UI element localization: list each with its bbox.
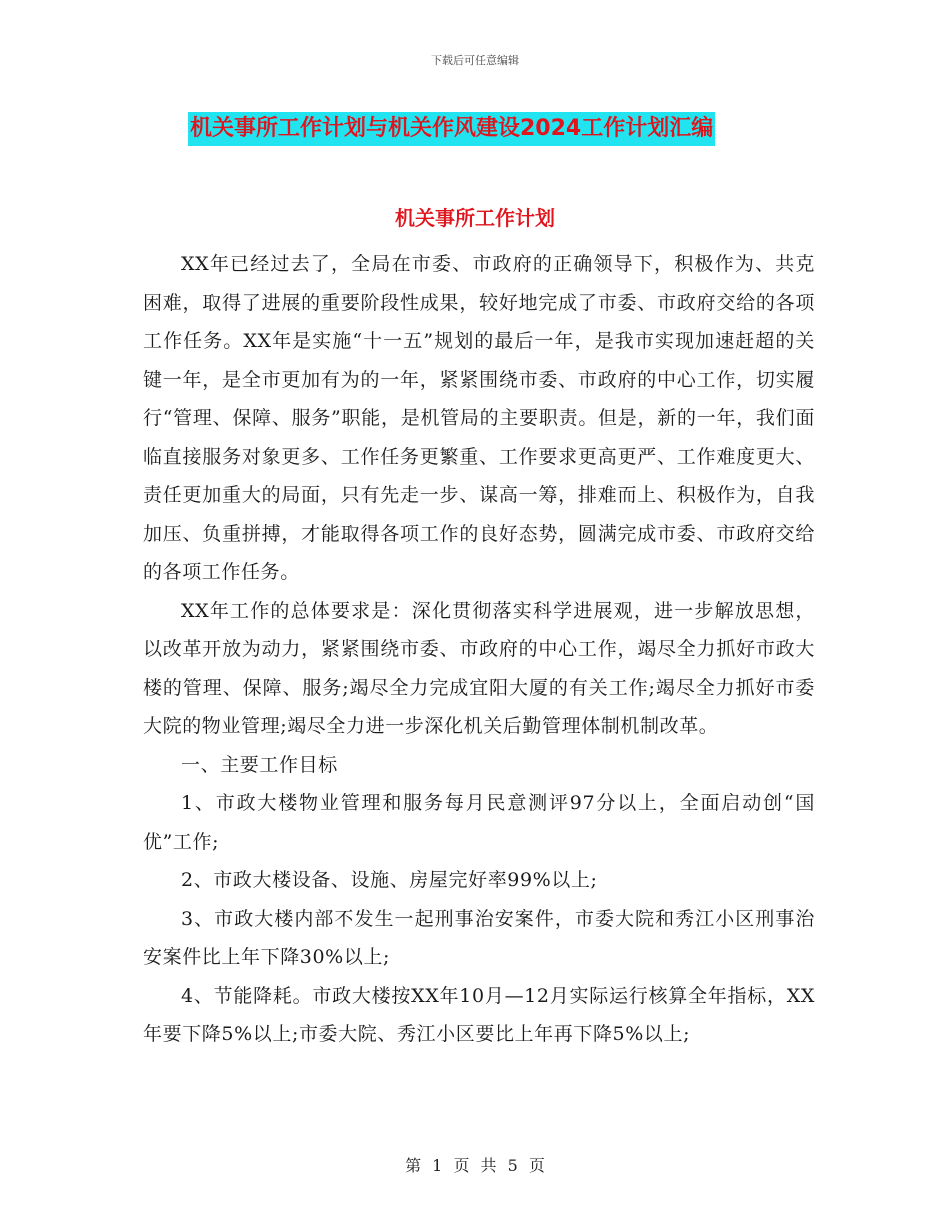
paragraph: 4、节能降耗。市政大楼按XX年10月—12月实际运行核算全年指标，XX年要下降5%以上;市委大院、秀江小区要比上年再下降5%以上; xyxy=(143,984,815,1045)
paragraph: XX年工作的总体要求是：深化贯彻落实科学进展观，进一步解放思想，以改革开放为动力，紧紧围绕市委、市政府的中心工作，竭尽全力抓好市政大楼的管理、保障、服务;竭尽全力完成宜阳大厦的有关工作;竭尽全力抓好市委大院的物业管理;竭尽全力进一步深化机关后勤管理体制机制改革。 xyxy=(143,599,815,737)
paragraph: 3、市政大楼内部不发生一起刑事治安案件，市委大院和秀江小区刑事治安案件比上年下降30%以上; xyxy=(143,907,815,968)
paragraph: 1、市政大楼物业管理和服务每月民意测评97分以上，全面启动创“国优”工作; xyxy=(143,792,815,853)
header-note: 下载后可任意编辑 xyxy=(431,54,519,67)
section-title: 机关事所工作计划 xyxy=(395,206,555,230)
document-title: 机关事所工作计划与机关作风建设2024工作计划汇编 xyxy=(188,112,715,146)
paragraph: XX年已经过去了，全局在市委、市政府的正确领导下，积极作为、共克困难，取得了进展的重要阶段性成果，较好地完成了市委、市政府交给的各项工作任务。XX年是实施“十一五”规划的最后一年，是我市实现加速赶超的关键一年，是全市更加有为的一年，紧紧围绕市委、市政府的中心工作，切实履行“管理、保障、服务”职能，是机管局的主要职责。但是，新的一年，我们面临直接服务对象更多、工作任务更繁重、工作要求更高更严、工作难度更大、责任更加重大的局面，只有先走一步、谋高一筹，排难而上、积极作为，自我加压、负重拼搏，才能取得各项工作的良好态势，圆满完成市委、市政府交给的各项工作任务。 xyxy=(143,253,815,583)
body-text xyxy=(143,245,815,1054)
paragraph: 2、市政大楼设备、设施、房屋完好率99%以上; xyxy=(181,869,598,891)
page-footer: 第 1 页 共 5 页 xyxy=(405,1156,545,1175)
paragraph: 一、主要工作目标 xyxy=(181,753,338,776)
document-title-container xyxy=(188,112,808,148)
